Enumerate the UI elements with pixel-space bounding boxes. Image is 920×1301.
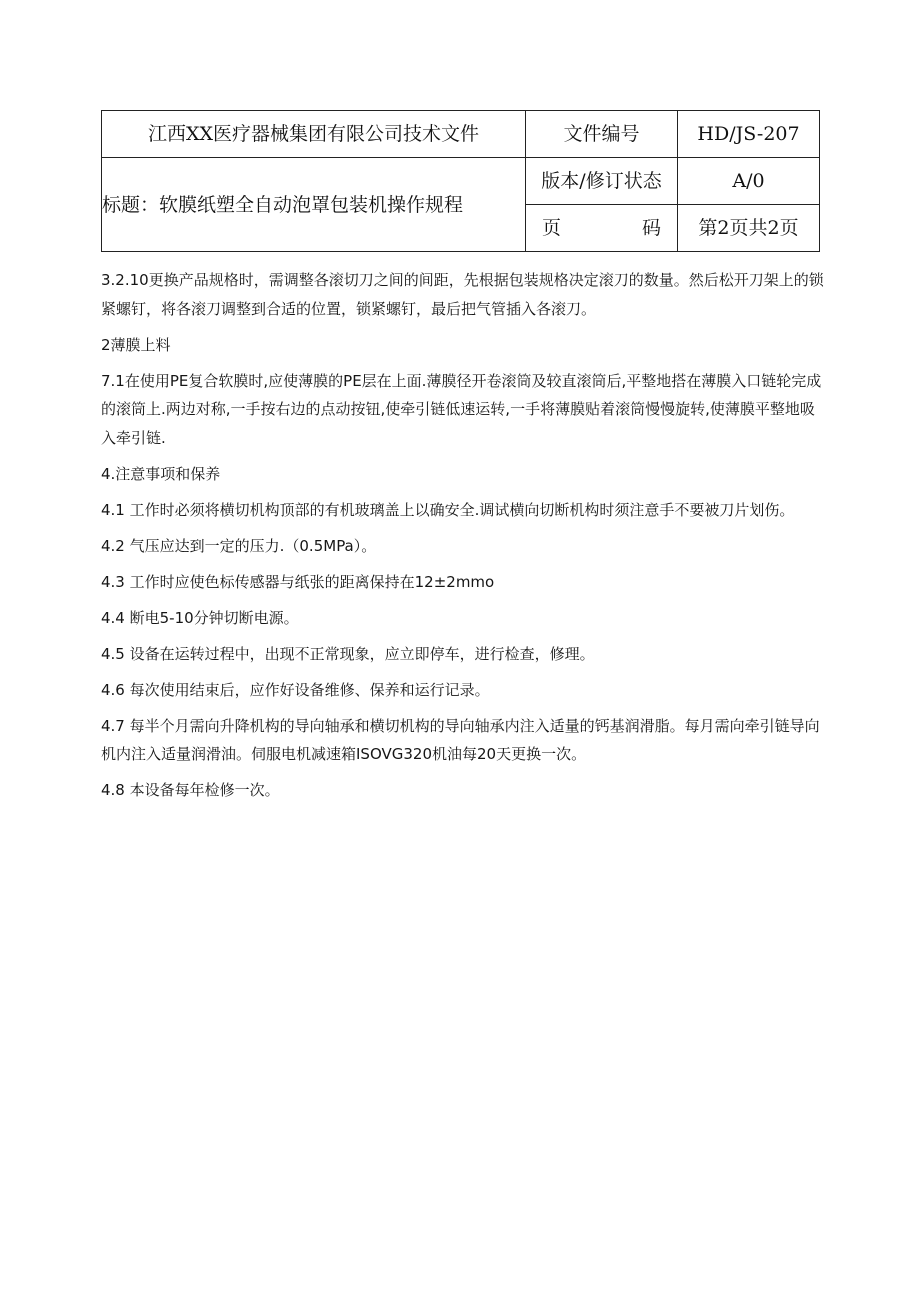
paragraph-4-5: 4.5 设备在运转过程中，出现不正常现象，应立即停车，进行检查，修理。 [101,644,595,663]
version-label: 版本/修订状态 [526,158,678,205]
paragraph-4-7: 4.7 每半个月需向升降机构的导向轴承和横切机构的导向轴承内注入适量的钙基润滑脂。每月需向牵引链导向机内注入适量润滑油。伺服电机减速箱ISOVG320机油每20天更换一次。 [101,716,820,763]
page-label-left: 页 [542,217,562,239]
paragraph-4-2: 4.2 气压应达到一定的压力.（0.5MPa）。 [101,536,377,555]
section-precautions: 4.注意事项和保养 [101,464,221,483]
header-row-2 [102,158,820,205]
page-number-value: 第2页共2页 [678,205,820,252]
document-body [101,266,826,812]
paragraph-4-4: 4.4 断电5-10分钟切断电源。 [101,608,299,627]
paragraph-7-1: 7.1在使用PE复合软膜时,应使薄膜的PE层在上面.薄膜径开卷滚筒及较直滚筒后,平整地搭在薄膜入口链轮完成的滚筒上.两边对称,一手按右边的点动按钮,使牵引链低速运转,一手将薄膜贴着滚筒慢慢旋转,使薄膜平整地吸入牵引链. [101,371,822,447]
paragraph-4-6: 4.6 每次使用结束后，应作好设备维修、保养和运行记录。 [101,680,490,699]
doc-number-value: HD/JS-207 [678,111,820,158]
header-row-1 [102,111,820,158]
paragraph-3-2-10: 3.2.10更换产品规格时，需调整各滚切刀之间的间距，先根据包装规格决定滚刀的数量。然后松开刀架上的锁紧螺钉，将各滚刀调整到合适的位置，锁紧螺钉，最后把气管插入各滚刀。 [101,271,824,318]
doc-number-label: 文件编号 [526,111,678,158]
paragraph-4-8: 4.8 本设备每年检修一次。 [101,781,280,799]
paragraph-4-1: 4.1 工作时必须将横切机构顶部的有机玻璃盖上以确安全.调试横向切断机构时须注意手不要被刀片划伤。 [101,500,795,519]
version-value: A/0 [678,158,820,205]
company-name: 江西XX医疗器械集团有限公司技术文件 [102,111,526,158]
document-header-table [101,110,820,252]
section-film-loading: 2薄膜上料 [101,335,171,354]
page-label [526,205,678,252]
paragraph-4-3: 4.3 工作时应使色标传感器与纸张的距离保持在12±2mmo [101,572,495,591]
page-label-right: 码 [641,217,661,239]
document-title: 标题：软膜纸塑全自动泡罩包装机操作规程 [102,158,526,252]
